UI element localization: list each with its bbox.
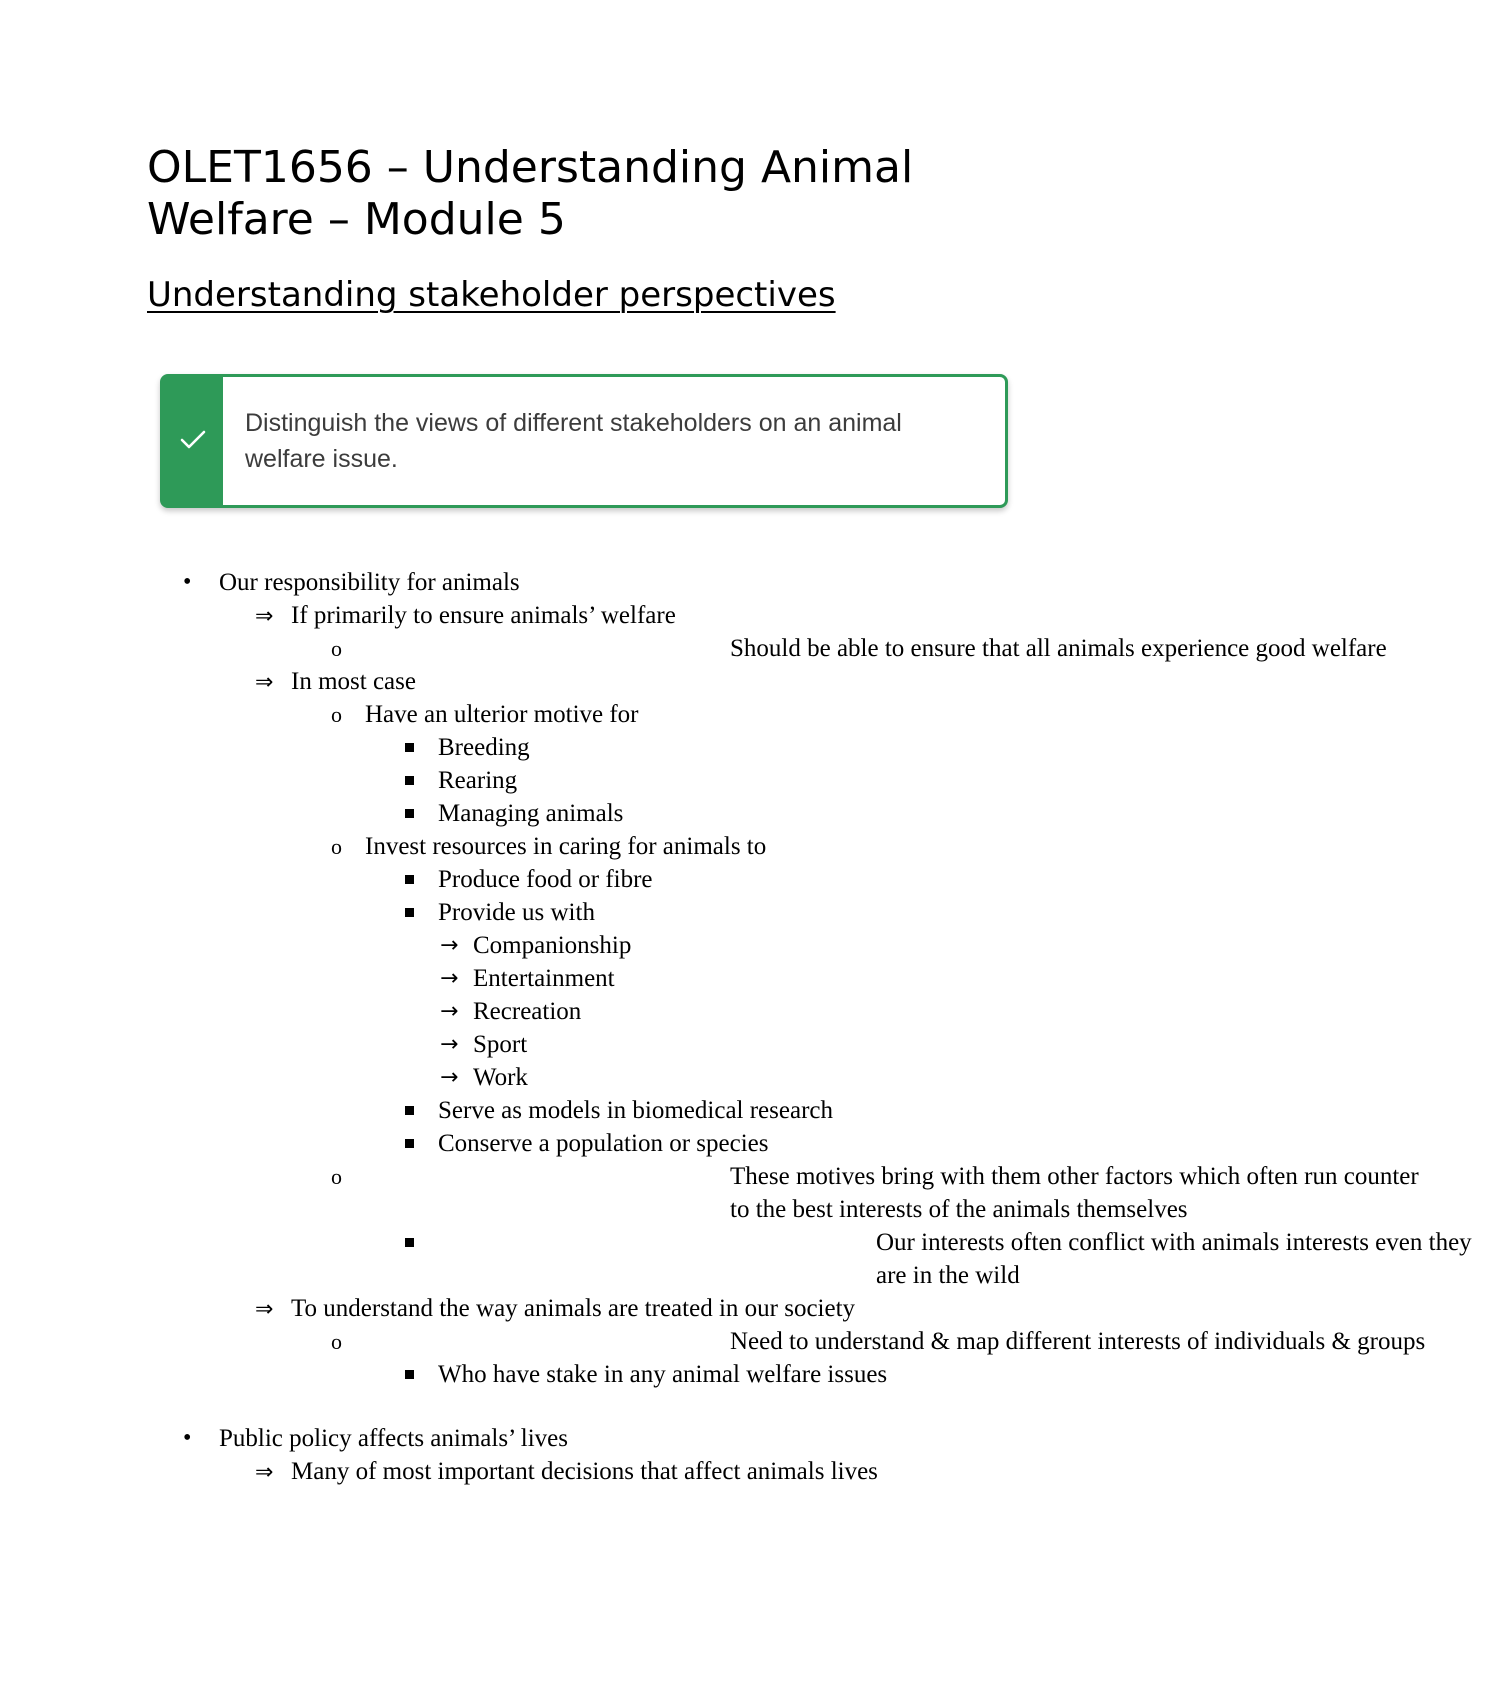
list-item-text: Who have stake in any animal welfare issues: [438, 1361, 888, 1388]
list-item-text: If primarily to ensure animals’ welfare: [291, 602, 676, 629]
circle-marker: o: [331, 702, 342, 727]
circle-marker: o: [331, 1329, 342, 1354]
arrow-right-icon: →: [440, 999, 459, 1024]
list-item-text: These motives bring with them other factors which often run counter to the best interests of the animals themselves: [730, 1163, 1419, 1223]
list-item: [0, 1422, 1200, 1455]
list-item-text: Rearing: [438, 767, 518, 794]
list-item-text: Have an ulterior motive for: [365, 701, 639, 728]
list-item-text: Serve as models in biomedical research: [438, 1097, 833, 1124]
section-heading: Understanding stakeholder perspectives: [147, 275, 836, 315]
list-item: [0, 632, 1387, 665]
list-item: [0, 599, 1200, 632]
circle-marker: o: [331, 636, 342, 661]
list-item: [0, 566, 1200, 599]
double-arrow-marker: ⇒: [255, 1459, 274, 1484]
list-item-text: Our interests often conflict with animals interests even they are in the wild: [876, 1229, 1472, 1289]
list-item: [0, 863, 1200, 896]
list-item-text: Breeding: [438, 734, 530, 761]
check-icon: [180, 429, 206, 451]
list-item: [0, 995, 1200, 1028]
list-item-text: In most case: [291, 668, 416, 695]
list-item: [0, 1160, 1419, 1226]
circle-marker: o: [331, 834, 342, 859]
list-item: [0, 1028, 1200, 1061]
list-item: [0, 1325, 1426, 1358]
double-arrow-marker: ⇒: [255, 1296, 274, 1321]
list-item: [0, 1061, 1200, 1094]
list-item-text: Provide us with: [438, 899, 595, 926]
list-item-text: Public policy affects animals’ lives: [219, 1425, 568, 1452]
notes-list: [0, 566, 1472, 1488]
square-marker: [405, 743, 414, 752]
list-item-text: Need to understand & map different interests of individuals & groups: [730, 1328, 1426, 1355]
arrow-right-icon: →: [440, 1065, 459, 1090]
square-marker: [405, 1238, 414, 1247]
objective-text: Distinguish the views of different stakeholders on an animal welfare issue.: [245, 409, 902, 473]
list-item-text: Sport: [473, 1031, 528, 1058]
square-marker: [405, 908, 414, 917]
list-item-text: Recreation: [473, 998, 582, 1025]
list-item: [0, 830, 1200, 863]
list-item: [0, 1094, 1200, 1127]
square-marker: [405, 1139, 414, 1148]
list-item-text: Companionship: [473, 932, 632, 959]
square-marker: [405, 1106, 414, 1115]
spacer: [0, 1391, 1200, 1422]
list-item-text: Should be able to ensure that all animals experience good welfare: [730, 635, 1387, 662]
list-item: [0, 1292, 1200, 1325]
circle-marker: o: [331, 1164, 342, 1189]
double-arrow-marker: ⇒: [255, 669, 274, 694]
list-item: [0, 1455, 1200, 1488]
list-item-text: Invest resources in caring for animals to: [365, 833, 767, 860]
list-item: [0, 731, 1200, 764]
square-marker: [405, 875, 414, 884]
list-item-text: Work: [473, 1064, 528, 1091]
bullet-marker: •: [183, 1425, 192, 1451]
square-marker: [405, 809, 414, 818]
list-item: [0, 929, 1200, 962]
list-item-text: To understand the way animals are treated in our society: [291, 1295, 856, 1322]
objective-accent-band: [163, 377, 223, 505]
arrow-right-icon: →: [440, 933, 459, 958]
arrow-right-icon: →: [440, 1032, 459, 1057]
list-item: [0, 1358, 1200, 1391]
list-item: [0, 698, 1200, 731]
list-item-text: Produce food or fibre: [438, 866, 653, 893]
list-item-text: Entertainment: [473, 965, 615, 992]
list-item-text: Our responsibility for animals: [219, 569, 520, 596]
list-item-text: Managing animals: [438, 800, 624, 827]
square-marker: [405, 1370, 414, 1379]
list-item-text: Conserve a population or species: [438, 1130, 769, 1157]
bullet-marker: •: [183, 569, 192, 595]
list-item: [0, 665, 1200, 698]
arrow-right-icon: →: [440, 966, 459, 991]
list-item: [0, 797, 1200, 830]
square-marker: [405, 776, 414, 785]
learning-objective-card: [160, 374, 1008, 508]
list-item-text: Many of most important decisions that affect animals lives: [291, 1458, 878, 1485]
list-item: [0, 1226, 1472, 1292]
page-title: OLET1656 – Understanding Animal Welfare – Module 5: [147, 142, 914, 245]
list-item: [0, 1127, 1200, 1160]
list-item: [0, 896, 1200, 929]
double-arrow-marker: ⇒: [255, 603, 274, 628]
list-item: [0, 764, 1200, 797]
list-item: [0, 962, 1200, 995]
